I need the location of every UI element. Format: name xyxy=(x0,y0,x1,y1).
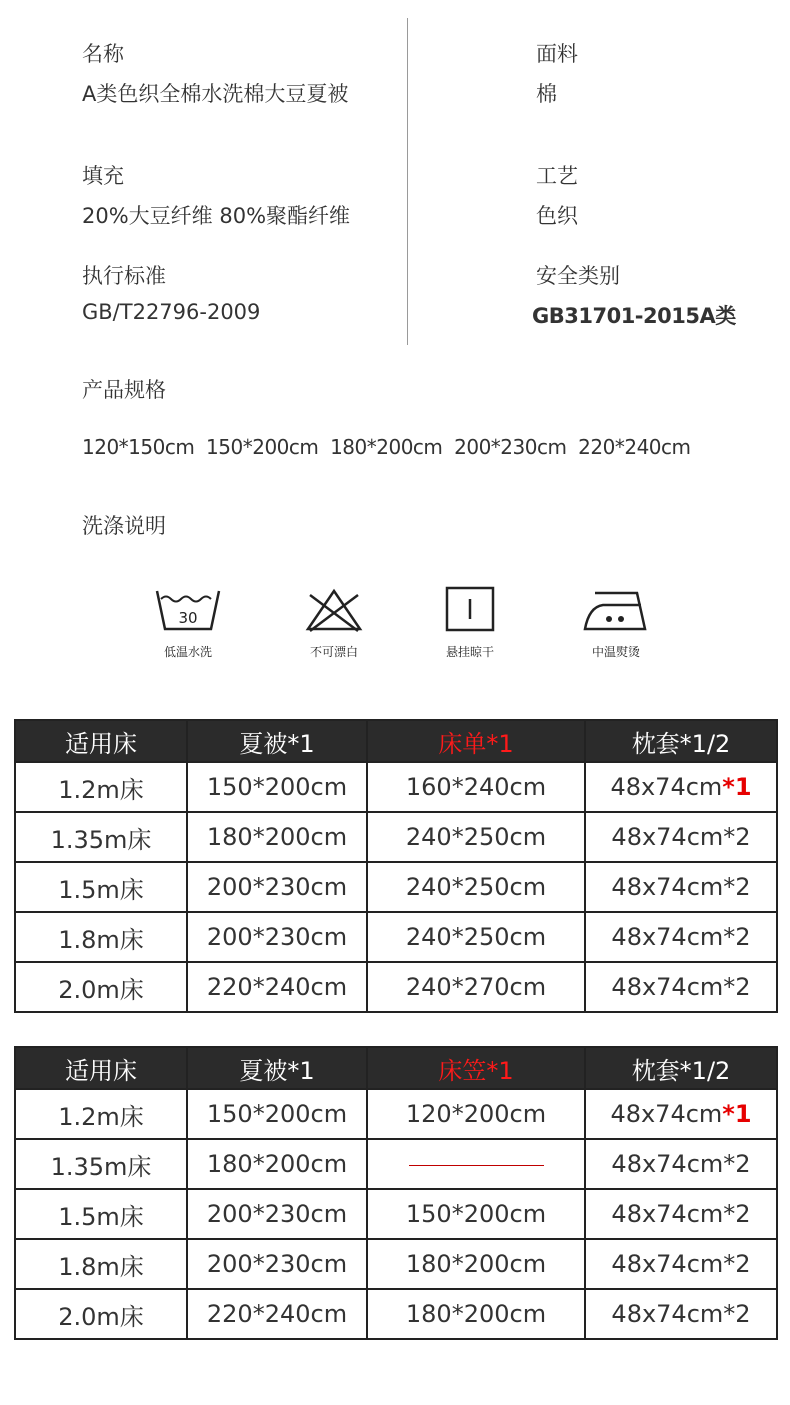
pillow-size: 48x74cm xyxy=(611,973,724,1001)
cell-bed: 1.2m床 xyxy=(15,1089,187,1139)
table-row xyxy=(15,1139,777,1189)
table-row xyxy=(15,762,777,812)
sizes-title: 产品规格 xyxy=(82,378,166,402)
pillow-qty: *2 xyxy=(723,823,751,851)
wash-30-icon xyxy=(153,585,223,633)
sizes-list: 120*150cm 150*200cm 180*200cm 200*230cm 220*240cm xyxy=(82,435,691,459)
pillow-size: 48x74cm xyxy=(611,823,724,851)
table-row xyxy=(15,1239,777,1289)
cell-pillow xyxy=(585,1189,777,1239)
filling-value: 20%大豆纤维 80%聚酯纤维 xyxy=(82,204,351,228)
cell-quilt: 180*200cm xyxy=(187,1139,367,1189)
header-bed: 适用床 xyxy=(15,720,187,762)
header-pillow: 枕套*1/2 xyxy=(585,720,777,762)
header-pillow: 枕套*1/2 xyxy=(585,1047,777,1089)
no-bleach-icon xyxy=(302,585,366,633)
table-header-row xyxy=(15,720,777,762)
header-quilt: 夏被*1 xyxy=(187,720,367,762)
cell-bed: 2.0m床 xyxy=(15,962,187,1012)
name-value: A类色织全棉水洗棉大豆夏被 xyxy=(82,82,349,106)
cell-bed: 1.2m床 xyxy=(15,762,187,812)
size-table-fitted xyxy=(14,1046,778,1340)
cell-fitted-sheet-empty xyxy=(367,1139,585,1189)
cell-quilt: 200*230cm xyxy=(187,1239,367,1289)
pillow-qty: *2 xyxy=(723,1300,751,1328)
pillow-qty: *2 xyxy=(723,873,751,901)
pillow-size: 48x74cm xyxy=(610,773,723,801)
safety-value: GB31701-2015A类 xyxy=(532,304,736,328)
care-item-iron xyxy=(556,585,676,660)
cell-quilt: 150*200cm xyxy=(187,762,367,812)
pillow-qty: *1 xyxy=(722,773,752,801)
cell-bed: 1.35m床 xyxy=(15,812,187,862)
care-item-wash xyxy=(128,585,248,660)
pillow-size: 48x74cm xyxy=(611,1200,724,1228)
cell-pillow xyxy=(585,912,777,962)
standard-label: 执行标准 xyxy=(82,264,166,288)
cell-pillow xyxy=(585,762,777,812)
name-label: 名称 xyxy=(82,42,124,66)
table-header-row xyxy=(15,1047,777,1089)
table-row xyxy=(15,1289,777,1339)
cell-pillow xyxy=(585,812,777,862)
cell-pillow xyxy=(585,962,777,1012)
cell-quilt: 220*240cm xyxy=(187,1289,367,1339)
fabric-label: 面料 xyxy=(536,42,578,66)
table-row xyxy=(15,962,777,1012)
table-row xyxy=(15,862,777,912)
cell-pillow xyxy=(585,1289,777,1339)
header-sheet: 床单*1 xyxy=(367,720,585,762)
cell-sheet: 240*250cm xyxy=(367,912,585,962)
not-available-dash xyxy=(409,1165,544,1166)
cell-pillow xyxy=(585,1089,777,1139)
care-label-wash: 低温水洗 xyxy=(163,645,212,659)
cell-bed: 1.8m床 xyxy=(15,912,187,962)
header-quilt: 夏被*1 xyxy=(187,1047,367,1089)
care-item-bleach xyxy=(274,585,394,660)
cell-pillow xyxy=(585,1139,777,1189)
header-fitted-sheet: 床笠*1 xyxy=(367,1047,585,1089)
size-table-sheet xyxy=(14,719,778,1013)
pillow-qty: *2 xyxy=(723,923,751,951)
table-row xyxy=(15,1189,777,1239)
pillow-size: 48x74cm xyxy=(611,923,724,951)
standard-value: GB/T22796-2009 xyxy=(82,300,261,324)
column-divider xyxy=(407,18,408,345)
fabric-value: 棉 xyxy=(536,82,557,106)
pillow-size: 48x74cm xyxy=(611,873,724,901)
cell-quilt: 150*200cm xyxy=(187,1089,367,1139)
craft-label: 工艺 xyxy=(536,164,578,188)
safety-label: 安全类别 xyxy=(536,264,620,288)
pillow-qty: *2 xyxy=(723,973,751,1001)
cell-sheet: 240*270cm xyxy=(367,962,585,1012)
care-item-dry xyxy=(410,585,530,660)
cell-bed: 1.5m床 xyxy=(15,862,187,912)
table-row xyxy=(15,1089,777,1139)
care-label-iron: 中温熨烫 xyxy=(591,645,640,659)
pillow-qty: *2 xyxy=(723,1250,751,1278)
pillow-qty: *2 xyxy=(723,1200,751,1228)
cell-fitted-sheet: 150*200cm xyxy=(367,1189,585,1239)
cell-fitted-sheet: 180*200cm xyxy=(367,1239,585,1289)
cell-bed: 1.8m床 xyxy=(15,1239,187,1289)
cell-fitted-sheet: 180*200cm xyxy=(367,1289,585,1339)
pillow-size: 48x74cm xyxy=(611,1250,724,1278)
header-bed: 适用床 xyxy=(15,1047,187,1089)
cell-quilt: 200*230cm xyxy=(187,912,367,962)
cell-sheet: 240*250cm xyxy=(367,812,585,862)
pillow-qty: *1 xyxy=(722,1100,752,1128)
washing-title: 洗涤说明 xyxy=(82,514,166,538)
cell-quilt: 200*230cm xyxy=(187,862,367,912)
wash-temperature: 30 xyxy=(178,609,198,627)
pillow-size: 48x74cm xyxy=(611,1150,724,1178)
cell-fitted-sheet: 120*200cm xyxy=(367,1089,585,1139)
pillow-size: 48x74cm xyxy=(610,1100,723,1128)
table-row xyxy=(15,912,777,962)
table-row xyxy=(15,812,777,862)
cell-bed: 1.35m床 xyxy=(15,1139,187,1189)
care-label-dry: 悬挂晾干 xyxy=(445,645,494,659)
cell-quilt: 180*200cm xyxy=(187,812,367,862)
cell-bed: 1.5m床 xyxy=(15,1189,187,1239)
pillow-size: 48x74cm xyxy=(611,1300,724,1328)
cell-bed: 2.0m床 xyxy=(15,1289,187,1339)
hang-dry-icon xyxy=(442,585,498,633)
cell-sheet: 160*240cm xyxy=(367,762,585,812)
pillow-qty: *2 xyxy=(723,1150,751,1178)
cell-pillow xyxy=(585,1239,777,1289)
filling-label: 填充 xyxy=(82,164,124,188)
cell-sheet: 240*250cm xyxy=(367,862,585,912)
iron-medium-icon xyxy=(581,585,651,633)
cell-quilt: 220*240cm xyxy=(187,962,367,1012)
craft-value: 色织 xyxy=(536,204,578,228)
cell-quilt: 200*230cm xyxy=(187,1189,367,1239)
care-label-bleach: 不可漂白 xyxy=(309,645,358,659)
cell-pillow xyxy=(585,862,777,912)
